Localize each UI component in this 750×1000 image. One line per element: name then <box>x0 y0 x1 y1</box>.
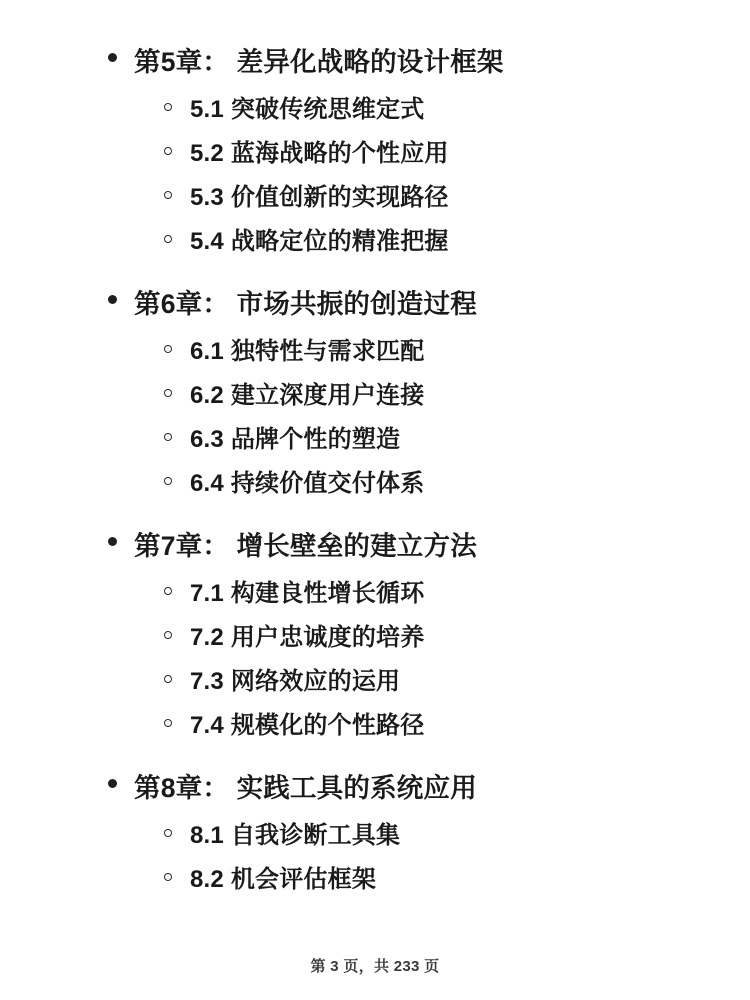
toc-section-entry[interactable] <box>52 374 698 418</box>
circle-bullet-icon <box>164 873 172 881</box>
circle-bullet-icon <box>164 389 172 397</box>
toc-section-list <box>52 330 698 506</box>
disc-bullet-icon <box>108 295 117 304</box>
toc-section-label: 6.3 品牌个性的塑造 <box>190 426 401 453</box>
toc-section-label: 6.2 建立深度用户连接 <box>190 382 425 409</box>
toc-section-list <box>52 572 698 748</box>
toc-section-label: 8.2 机会评估框架 <box>190 866 377 893</box>
circle-bullet-icon <box>164 103 172 111</box>
toc-section-entry[interactable] <box>52 660 698 704</box>
toc-section-entry[interactable] <box>52 616 698 660</box>
toc-section-list <box>52 814 698 902</box>
circle-bullet-icon <box>164 477 172 485</box>
circle-bullet-icon <box>164 675 172 683</box>
toc-chapter <box>52 40 698 264</box>
toc-section-entry[interactable] <box>52 572 698 616</box>
toc-chapter-entry[interactable] <box>52 524 698 568</box>
circle-bullet-icon <box>164 631 172 639</box>
circle-bullet-icon <box>164 235 172 243</box>
toc-chapter-entry[interactable] <box>52 282 698 326</box>
toc-section-entry[interactable] <box>52 858 698 902</box>
circle-bullet-icon <box>164 345 172 353</box>
circle-bullet-icon <box>164 191 172 199</box>
toc-section-entry[interactable] <box>52 330 698 374</box>
toc-section-entry[interactable] <box>52 220 698 264</box>
toc-section-label: 8.1 自我诊断工具集 <box>190 822 401 849</box>
toc-section-entry[interactable] <box>52 462 698 506</box>
toc-chapter-entry[interactable] <box>52 766 698 810</box>
toc-section-label: 7.1 构建良性增长循环 <box>190 580 425 607</box>
toc-section-entry[interactable] <box>52 814 698 858</box>
toc-section-label: 6.1 独特性与需求匹配 <box>190 338 425 365</box>
toc-section-entry[interactable] <box>52 704 698 748</box>
toc-section-label: 7.2 用户忠诚度的培养 <box>190 624 425 651</box>
toc-section-entry[interactable] <box>52 418 698 462</box>
toc-section-label: 5.2 蓝海战略的个性应用 <box>190 140 449 167</box>
toc-section-entry[interactable] <box>52 176 698 220</box>
toc-chapter-label: 第5章： 差异化战略的设计框架 <box>134 47 504 77</box>
toc-section-label: 5.1 突破传统思维定式 <box>190 96 425 123</box>
circle-bullet-icon <box>164 587 172 595</box>
circle-bullet-icon <box>164 433 172 441</box>
toc-section-label: 7.3 网络效应的运用 <box>190 668 401 695</box>
circle-bullet-icon <box>164 147 172 155</box>
circle-bullet-icon <box>164 829 172 837</box>
toc-chapter-label: 第8章： 实践工具的系统应用 <box>134 773 477 803</box>
toc-chapter-label: 第7章： 增长壁垒的建立方法 <box>134 531 477 561</box>
disc-bullet-icon <box>108 779 117 788</box>
toc-chapter-entry[interactable] <box>52 40 698 84</box>
toc-chapter <box>52 282 698 506</box>
toc-section-label: 6.4 持续价值交付体系 <box>190 470 425 497</box>
toc-section-list <box>52 88 698 264</box>
disc-bullet-icon <box>108 53 117 62</box>
page-footer: 第 3 页，共 233 页 <box>310 958 440 975</box>
circle-bullet-icon <box>164 719 172 727</box>
toc-chapter <box>52 524 698 748</box>
toc-section-entry[interactable] <box>52 132 698 176</box>
toc-section-label: 7.4 规模化的个性路径 <box>190 712 425 739</box>
toc-section-label: 5.3 价值创新的实现路径 <box>190 184 449 211</box>
toc-section-label: 5.4 战略定位的精准把握 <box>190 228 449 255</box>
disc-bullet-icon <box>108 537 117 546</box>
toc-chapter-label: 第6章： 市场共振的创造过程 <box>134 289 477 319</box>
toc-section-entry[interactable] <box>52 88 698 132</box>
toc-chapter <box>52 766 698 902</box>
table-of-contents <box>52 40 698 902</box>
